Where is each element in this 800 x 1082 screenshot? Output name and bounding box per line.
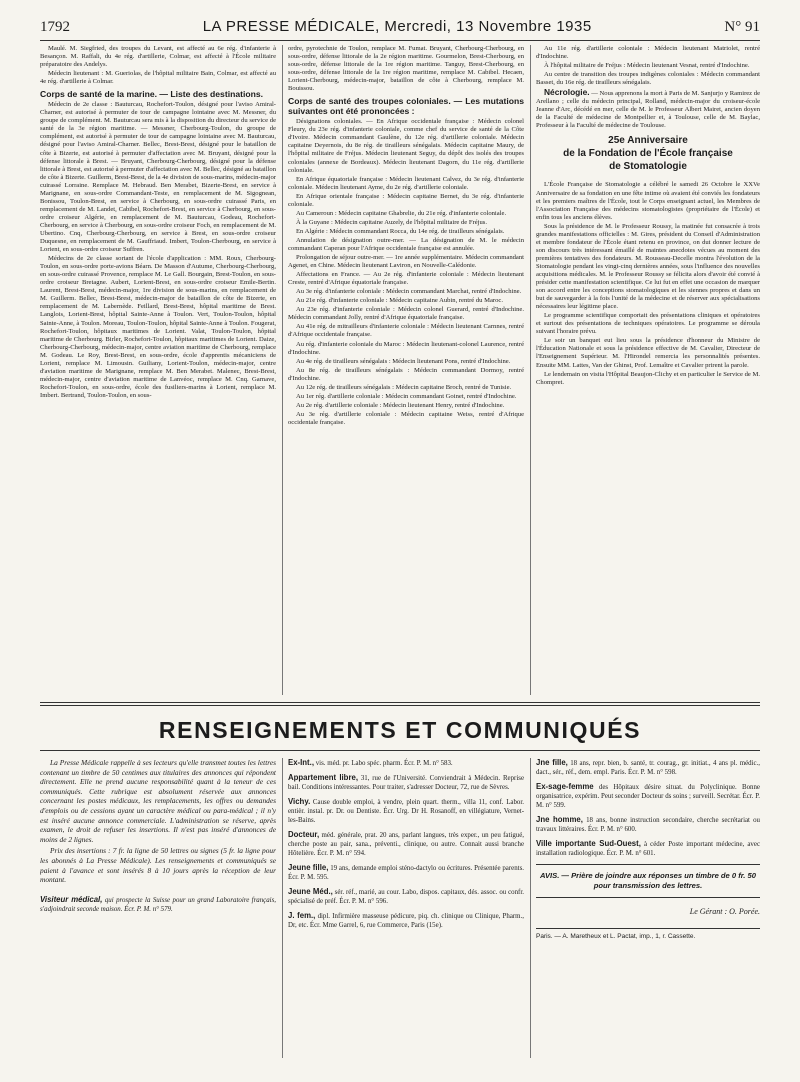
- ad-text: 19 ans, demande emploi sténo-dactylo ou écritures. Présentée parents. Écr. P. M. 595.: [288, 865, 524, 881]
- notice-paragraph: Au centre de transition des troupes indigènes coloniales : Médecin commandant Basset, du 16e rég. de tirailleurs sénégalais.: [536, 71, 760, 87]
- notice-paragraph: En Algérie : Médecin commandant Rocca, du 14e rég. de tirailleurs sénégalais.: [296, 227, 505, 235]
- classified-ad: [288, 797, 524, 825]
- ad-text: à céder Poste important médecine, avec installation radiologique. Écr. P. M. n° 601.: [536, 841, 760, 857]
- classified-ad: [536, 839, 760, 858]
- ad-title: Visiteur médical,: [40, 894, 103, 904]
- section-heading: Corps de santé des troupes coloniales. — Les mutations suivantes ont été prononcées :: [288, 96, 524, 117]
- classifieds-column-middle: [288, 758, 524, 1058]
- ad-title: Jeune Méd.,: [288, 887, 333, 896]
- avis-notice: AVIS. — Prière de joindre aux réponses un timbre de 0 fr. 50 pour transmission des lettres.: [536, 864, 760, 898]
- column-marine-notices: [40, 45, 276, 695]
- section-heading: Corps de santé de la marine. — Liste des destinations.: [40, 89, 264, 100]
- ad-title: Ex-Int.,: [288, 758, 314, 767]
- ad-title: Jeune fille,: [288, 863, 329, 872]
- classified-ad: [288, 863, 524, 882]
- notice-paragraph: Maulé. M. Siegfried, des troupes du Levant, est affecté au 6e rég. d'infanterie à Besançon. M. Raffali, du 4e rég. d'artillerie, Colmar, est affecté à l'École militaire préparatoire des Andelys.: [40, 45, 276, 69]
- notice-paragraph: Médecin de 2e classe : Bauturcau, Rochefort-Toulon, désigné pour l'aviso Amiral-Charner, est autorisé à permuter de tour de campagne lointaine avec M. Messner, du groupe de complément. M. Bauturcau sera mis à la disposition du directeur du service de santé de la 3e région maritime. — Messner, Cherbourg-Toulon, du groupe de complément, est autorisé à permuter de tour de campagne lointaine avec M. Bauturcau, désigné pour l'aviso Amiral-Charner. Bellec, Brest-Brest, désigné pour le bataillon de côte à Bizerte, est autorisé à permuter d'affectation avec M. Bruyant, désigné pour la défense littorale à Brest. — Bruyant, Cherbourg-Cherbourg, désigné pour la défense littorale à Brest, est autorisé à permuter d'affectation avec M. Bellec, désigné au bataillon de côte à Bizerte. Guillerm, Brest-Brest, de la 4e division de sous-marins, médecin-major cuirassé Lorraine. Remplace M. Hebraud. Ben Merabet, Bizerte-Brest, en service à Marignane, en sous-ordre Commandant-Teste, en remplacement de M. Sigognean, Bonissou, Toulon-Brest, en service à Cherbourg, en sous-ordre cuirassé Paris, en remplacement de M. Landet, Cabibel, Rochefort-Brest, en service à Cherbourg, en sous-ordre croiseur Algérie, en remplacement de M. Bauturcau, Godeau, Rochefort-Cherbourg, en service à Cherbourg, en sous-ordre croiseur Foch, en remplacement de M. Ubertino. Cnq, Cherbourg-Cherbourg, en service à Brest, en sous-ordre croiseur Duquesne, en remplacement de M. Gauffriaud. Imbert, Toulon-Cherbourg, en service à Lorient, en sous-ordre croiseur Suffren.: [40, 101, 276, 254]
- ad-text: 18 ans, repr. bien, b. santé, tr. courag., gr. initiat., 4 ans pl. médic., dact., sér., réf., dem. empl. Paris. Écr. P. M. n° 598.: [536, 760, 760, 776]
- intro-paragraph: Prix des insertions : 7 fr. la ligne de 50 lettres ou signes (5 fr. la ligne pour les abonnés à La Presse Médicale). Les renseignements et communiqués se paient à l'avance et sont insérés 8 à 10 jours après la réception de leur montant.: [40, 846, 276, 885]
- notice-paragraph: Au 3e rég. d'artillerie coloniale : Médecin capitaine Weiss, rentré d'Afrique occidentale française.: [288, 410, 524, 426]
- section-rule-top: [40, 702, 760, 703]
- ad-text: sér. réf., marié, au cour. Labo, dispos. capitaux, dés. assoc. ou confr. spécialisé de préf. Écr. P. M. n° 596.: [288, 889, 524, 905]
- anniversary-paragraph: Sous la présidence de M. le Professeur Roussy, la matinée fut consacrée à trois grandes manifestations officielles : M. Gires, président du Conseil d'Administration et membre fondateur de l'École étant retenu en province, on dut donner lecture de son discours très intéressant émaillé de maintes anecdotes vécues au moment des premières tentatives des fondateurs. M. Rousseau-Decelle montra l'évolution de la Stomatologie pendant les vingt-cinq dernières années, sous l'influence des nouvelles acquisitions médicales. M. le Professeur Roussy se félicita alors d'avoir été convié à présider cette manifestation scientifique. Ce lui fut en effet une occasion de marquer son accord entre les conceptions stomatologiques et les siennes propres et dans un but de sauvegarder à la fois l'unité de la médecine et de réserver aux spécialisations nécessaires leur légitime place.: [536, 222, 760, 311]
- section-rule-top-double: [40, 705, 760, 706]
- issue-number: N° 91: [724, 19, 760, 35]
- notice-paragraph: Au 21e rég. d'infanterie coloniale : Médecin capitaine Aubin, rentré du Maroc.: [296, 297, 503, 305]
- ad-visiteur-medical: [40, 895, 276, 914]
- classifieds-intro: [40, 758, 276, 1058]
- section-rule-bottom: [40, 750, 760, 751]
- notice-paragraph: À l'hôpital militaire de Fréjus : Médecin lieutenant Vesnat, rentré d'Indochine.: [544, 62, 750, 70]
- ad-text: méd. générale, prat. 20 ans, parlant langues, très exper., un peu fatigué, cherche poste au pair, sana., préventi., clinique, ou autre. Connait aussi branche Hôtelière. Écr. P. M. n° 594.: [288, 832, 524, 857]
- notice-paragraph: Au 12e rég. de tirailleurs sénégalais : Médecin capitaine Broch, rentré de Tunisie.: [296, 383, 512, 391]
- classified-ad: [288, 830, 524, 858]
- intro-paragraph: La Presse Médicale rappelle à ses lecteurs qu'elle transmet toutes les lettres contenant un timbre de 50 centimes aux titulaires des annonces qui répondent directement. Elle ne prend aucune responsabilité quant à la teneur de ces communiqués. Cette rubrique est absolument réservée aux annonces concernant les postes médicaux, les remplacements, les offres ou demandes d'emplois ou de cessions ayant un caractère médical ou para-médical ; il n'y est inséré aucune annonce commerciale. L'administration se réserve, après examen, le droit de refuser les insertions. Il n'est pas inséré d'annonces de moins de 2 lignes.: [40, 758, 276, 844]
- ad-text: vis. méd. pr. Labo spéc. pharm. Écr. P. M. n° 583.: [314, 760, 453, 767]
- ad-title: Jne fille,: [536, 758, 568, 767]
- classified-ad: [288, 911, 524, 930]
- ad-title: J. fem.,: [288, 911, 316, 920]
- ad-title: Appartement libre,: [288, 773, 358, 782]
- classifieds-column-right: [536, 758, 760, 1058]
- notice-paragraph: Annulation de désignation outre-mer. — La désignation de M. le médecin commandant Caperan pour l'Afrique occidentale française est annulée.: [288, 236, 524, 252]
- ad-title: Vichy.: [288, 797, 311, 806]
- publication-title: LA PRESSE MÉDICALE, Mercredi, 13 Novembre 1935: [202, 18, 592, 35]
- classified-ad: [288, 758, 524, 768]
- notice-paragraph: Au 11e rég. d'artillerie coloniale : Médecin lieutenant Matriolet, rentré d'Indochine.: [536, 45, 760, 61]
- ad-text: dipl. Infirmière masseuse pédicure, piq. ch. clinique ou Clinique, Pharm., Dr, etc. Écr. Mme Garrel, 6, rue Commerce, Paris (15e).: [288, 913, 524, 929]
- column-divider: [530, 758, 531, 1058]
- anniversary-title-line: de la Fondation de l'École française: [563, 148, 733, 160]
- notice-paragraph: Médecin lieutenant : M. Gueriolas, de l'hôpital militaire Bain, Colmar, est affecté au 4e rég. d'artillerie à Colmar.: [40, 70, 276, 86]
- ad-title: Docteur,: [288, 830, 320, 839]
- column-divider: [282, 758, 283, 1058]
- column-right-top: [536, 45, 760, 695]
- notice-paragraph: En Afrique équatoriale française : Médecin lieutenant Calvez, du 3e rég. d'infanterie coloniale. Médecin lieutenant Ayme, du 2e rég. d'artillerie coloniale.: [288, 175, 524, 191]
- classified-ad: [288, 887, 524, 906]
- notice-paragraph: Au 23e rég. d'infanterie coloniale : Médecin colonel Guerard, rentré d'Indochine. Médecin commandant Jolly, rentré d'Afrique équatoriale française.: [288, 306, 524, 322]
- anniversary-title: [536, 134, 760, 173]
- notice-paragraph: Affectations en France. — Au 2e rég. d'infanterie coloniale : Médecin lieutenant Creste, rentré d'Afrique équatoriale française.: [288, 271, 524, 287]
- page-number: 1792: [40, 19, 70, 35]
- notice-paragraph: En Afrique orientale française : Médecin capitaine Bernet, du 3e rég. d'infanterie coloniale.: [288, 192, 524, 208]
- notice-text: — Nous apprenons la mort à Paris de M. Sanjurjo y Ramirez de Arellano ; celle du médecin principal, Rolland, médecin-major du croiseur-école Jeanne d'Arc, décédé en mer, celle de M. le Professeur Albert Mairet, ancien doyen de la Faculté de médecine de Montpellier et, à Toulouse, celle de M. Baylac, Professeur à la Faculté de médecine de Toulouse.: [536, 90, 760, 130]
- notice-paragraph: Au Cameroun : Médecin capitaine Ghabrelie, du 21e rég. d'infanterie coloniale.: [296, 209, 507, 217]
- ad-text: 31, rue de l'Université. Conviendrait à Médecin. Reprise bail. Conditions intéressantes. Pour traiter, s'adresser Docteur, 72, rue de Sèvres.: [288, 775, 524, 791]
- notice-paragraph: ordre, pyrotechnie de Toulon, remplace M. Fumat. Bruyant, Cherbourg-Cherbourg, en sous-ordre, défense littorale de la 2e région maritime. Gourmelon, Brest-Cherbourg, en sous-ordre, défense littorale de la 1re région maritime. Tanguy, Brest-Cherbourg, en sous-ordre, défense littorale de la 1re région maritime, remplace M. Cabibel. Hecaen, Lorient-Cherbourg, médecin-major, bataillon de côte à Cherbourg, remplace M. Bouissou.: [288, 45, 524, 93]
- classified-ad: [536, 782, 760, 810]
- gerant-signature: Le Gérant : O. Porée.: [689, 907, 760, 916]
- ad-text: qui prospecte la Suisse pour un grand Laboratoire français, s'adjoindrait seconde maison. Écr. P. M. n° 579.: [40, 896, 276, 913]
- ad-text: des Hôpitaux désire situat. du Polyclinique. Bonne organisatrice, expérim. Peut seconder Docteur ds soins ; surveill. Secrétar. Écr. P. M. n° 599.: [536, 784, 760, 809]
- header-rule: [40, 40, 760, 41]
- notice-paragraph: Au 8e rég. de tirailleurs sénégalais : Médecin commandant Dormoy, rentré d'Indochine.: [288, 366, 524, 382]
- anniversary-paragraph: Le lendemain on visita l'Hôpital Beaujon-Clichy et en particulier le Service de M. Chompret.: [536, 370, 760, 386]
- notice-paragraph: Désignations coloniales. — En Afrique occidentale française : Médecin colonel Fleury, du 23e rég. d'infanterie coloniale, comme chef du service de santé de la Côte d'Ivoire. Médecin commandant Gaulène, du 12e rég. d'artillerie coloniale. Médecin capitaine Deyernois, du 8e rég. de tirailleurs sénégalais. Médecin capitaine Maury, de l'hôpital militaire de Fréjus. Médecin lieutenant Seguy, du dépôt des isolés des troupes coloniales (annexe de Bordeaux). Médecin lieutenant Dagorn, du 11e rég. d'artillerie coloniale.: [288, 118, 524, 174]
- notice-paragraph: Prolongation de séjour outre-mer. — 1re année supplémentaire. Médecin commandant Agenet, en Chine. Médecin lieutenant Laviron, en Nouvelle-Calédonie.: [288, 254, 524, 270]
- column-divider: [530, 45, 531, 695]
- notice-paragraph: À la Guyane : Médecin capitaine Auzely, de l'hôpital militaire de Fréjus.: [296, 218, 488, 226]
- column-divider: [282, 45, 283, 695]
- notice-paragraph: Au rég. d'infanterie coloniale du Maroc : Médecin lieutenant-colonel Laurence, rentré d'Indochine.: [288, 340, 524, 356]
- column-colonial-notices: [288, 45, 524, 695]
- notice-paragraph: Au 1er rég. d'artillerie coloniale : Médecin commandant Goinet, rentré d'Indochine.: [296, 392, 517, 400]
- notice-paragraph: Au 3e rég. d'infanterie coloniale : Médecin commandant Marchat, rentré d'Indochine.: [296, 288, 522, 296]
- ad-title: Ville importante Sud-Ouest,: [536, 839, 641, 848]
- ad-title: Ex-sage-femme: [536, 782, 594, 791]
- notice-paragraph: [536, 88, 760, 130]
- anniversary-paragraph: L'École Française de Stomatologie a célébré le samedi 26 Octobre le XXVe Anniversaire de sa fondation en une fête intime où avaient été conviés les fondateurs et les premiers maîtres de l'École, tout le Corps enseignant actuel, les Membres de l'Association Française des médecins stomatologistes (propriétaire de l'École) et enfin tous les anciens élèves.: [536, 181, 760, 221]
- notice-paragraph: Médecins de 2e classe sortant de l'école d'application : MM. Roux, Cherbourg-Toulon, en sous-ordre porte-avions Béarn. De Masson d'Autume, Cherbourg-Cherbourg, en sous-ordre cuirassé Provence, remplace M. Le Gall. Bourgain, Brest-Toulon, en sous-ordre croiseur Bretagne. Aubert, Lorient-Brest, en sous-ordre croiseur Emile-Bertin. Laurent, Brest-Brest, médecin-major, 1re division de sous-marins, en remplacement de M. Guillerm. Bellec, Brest-Brest, médecin-major de bataillon de côte de Bizerte, en remplacement de M. Labernède. Feillard, Brest-Brest, hôpital maritime de Brest. Langlois, Lorient-Brest, hôpital Sainte-Anne à Toulon. Vert, Toulon-Toulon, hôpital Sainte-Anne, à Toulon. Moreau, Toulon-Toulon, hôpital Sainte-Anne à Toulon. Fougerat, Rochefort-Toulon, hôpitaux maritimes de Lorient. Valat, Toulon-Toulon, hôpital maritime de Cherbourg. Birler, Rochefort-Toulon, hôpitaux maritimes de Lorient. Daize, Cherbourg-Cherbourg, médecin-major, centre aviation maritime de Cherbourg, remplace M. Godeau. Le Roy, Brest-Brest, en sous-ordre, école d'apprentis mécaniciens de Lorient, remplace M. Limousin. Guiliany, Lorient-Toulon, médecin-major, centre d'aviation maritime de Marignane, remplace M. Ben Merabet. Malenec, Brest-Brest, médecin-major, centre d'aviation maritime de Lanvéoc, remplace M. Cnq. Garnave, Rochefort-Toulon, en sous-ordre, école des fusiliers-marins à Lorient, remplace M. Imbert. Bertrand, Toulon-Toulon, en sous-: [40, 255, 276, 399]
- ad-text: Cause double emploi, à vendre, plein quart. therm., villa 11, conf. Labor. entièr. instal. pr. Dr. ou Dentiste. Écr. Urg. Dr H. Rosanoff, en villégiature, Vernet-les-Bains.: [288, 799, 524, 824]
- notice-paragraph: Au 41e rég. de mitrailleurs d'infanterie coloniale : Médecin lieutenant Carnnes, rentré d'Afrique occidentale française.: [288, 323, 524, 339]
- ad-title: Jne homme,: [536, 815, 583, 824]
- anniversary-paragraph: Le soir un banquet eut lieu sous la présidence d'honneur du Ministre de l'Éducation Nationale et sous la présidence effective de M. Cavalier, Directeur de l'Enseignement Supérieur. M. l'Hirondel remercia les personnalités présentes. Ensuite MM. Lattes, Van der Ghinst, Prof. Lemaître et Cavalier prirent la parole.: [536, 337, 760, 369]
- anniversary-paragraph: Le programme scientifique comportait des présentations cliniques et opératoires et surtout des présentations de techniques opératoires. Le programme se déroula suivant l'horaire prévu.: [536, 312, 760, 336]
- classified-ad: [536, 815, 760, 834]
- classified-ad: [536, 758, 760, 777]
- notice-heading: Nécrologie.: [544, 87, 590, 98]
- notice-paragraph: Au 2e rég. d'artillerie coloniale : Médecin lieutenant Henry, rentré d'Indochine.: [296, 401, 505, 409]
- anniversary-title-line: de Stomatologie: [609, 161, 687, 173]
- ad-text: 18 ans, bonne instruction secondaire, cherche secrétariat ou travaux littéraires. Écr. P. M. n° 600.: [536, 817, 760, 833]
- page-header: [40, 18, 760, 38]
- printer-imprint: Paris. — A. Maretheux et L. Pactat, imp., 1, r. Cassette.: [536, 928, 760, 941]
- anniversary-title-line: 25e Anniversaire: [608, 135, 688, 147]
- notice-paragraph: Au 4e rég. de tirailleurs sénégalais : Médecin lieutenant Pons, rentré d'Indochine.: [296, 357, 511, 365]
- section-title: RENSEIGNEMENTS ET COMMUNIQUÉS: [158, 717, 642, 743]
- classified-ad: [288, 773, 524, 792]
